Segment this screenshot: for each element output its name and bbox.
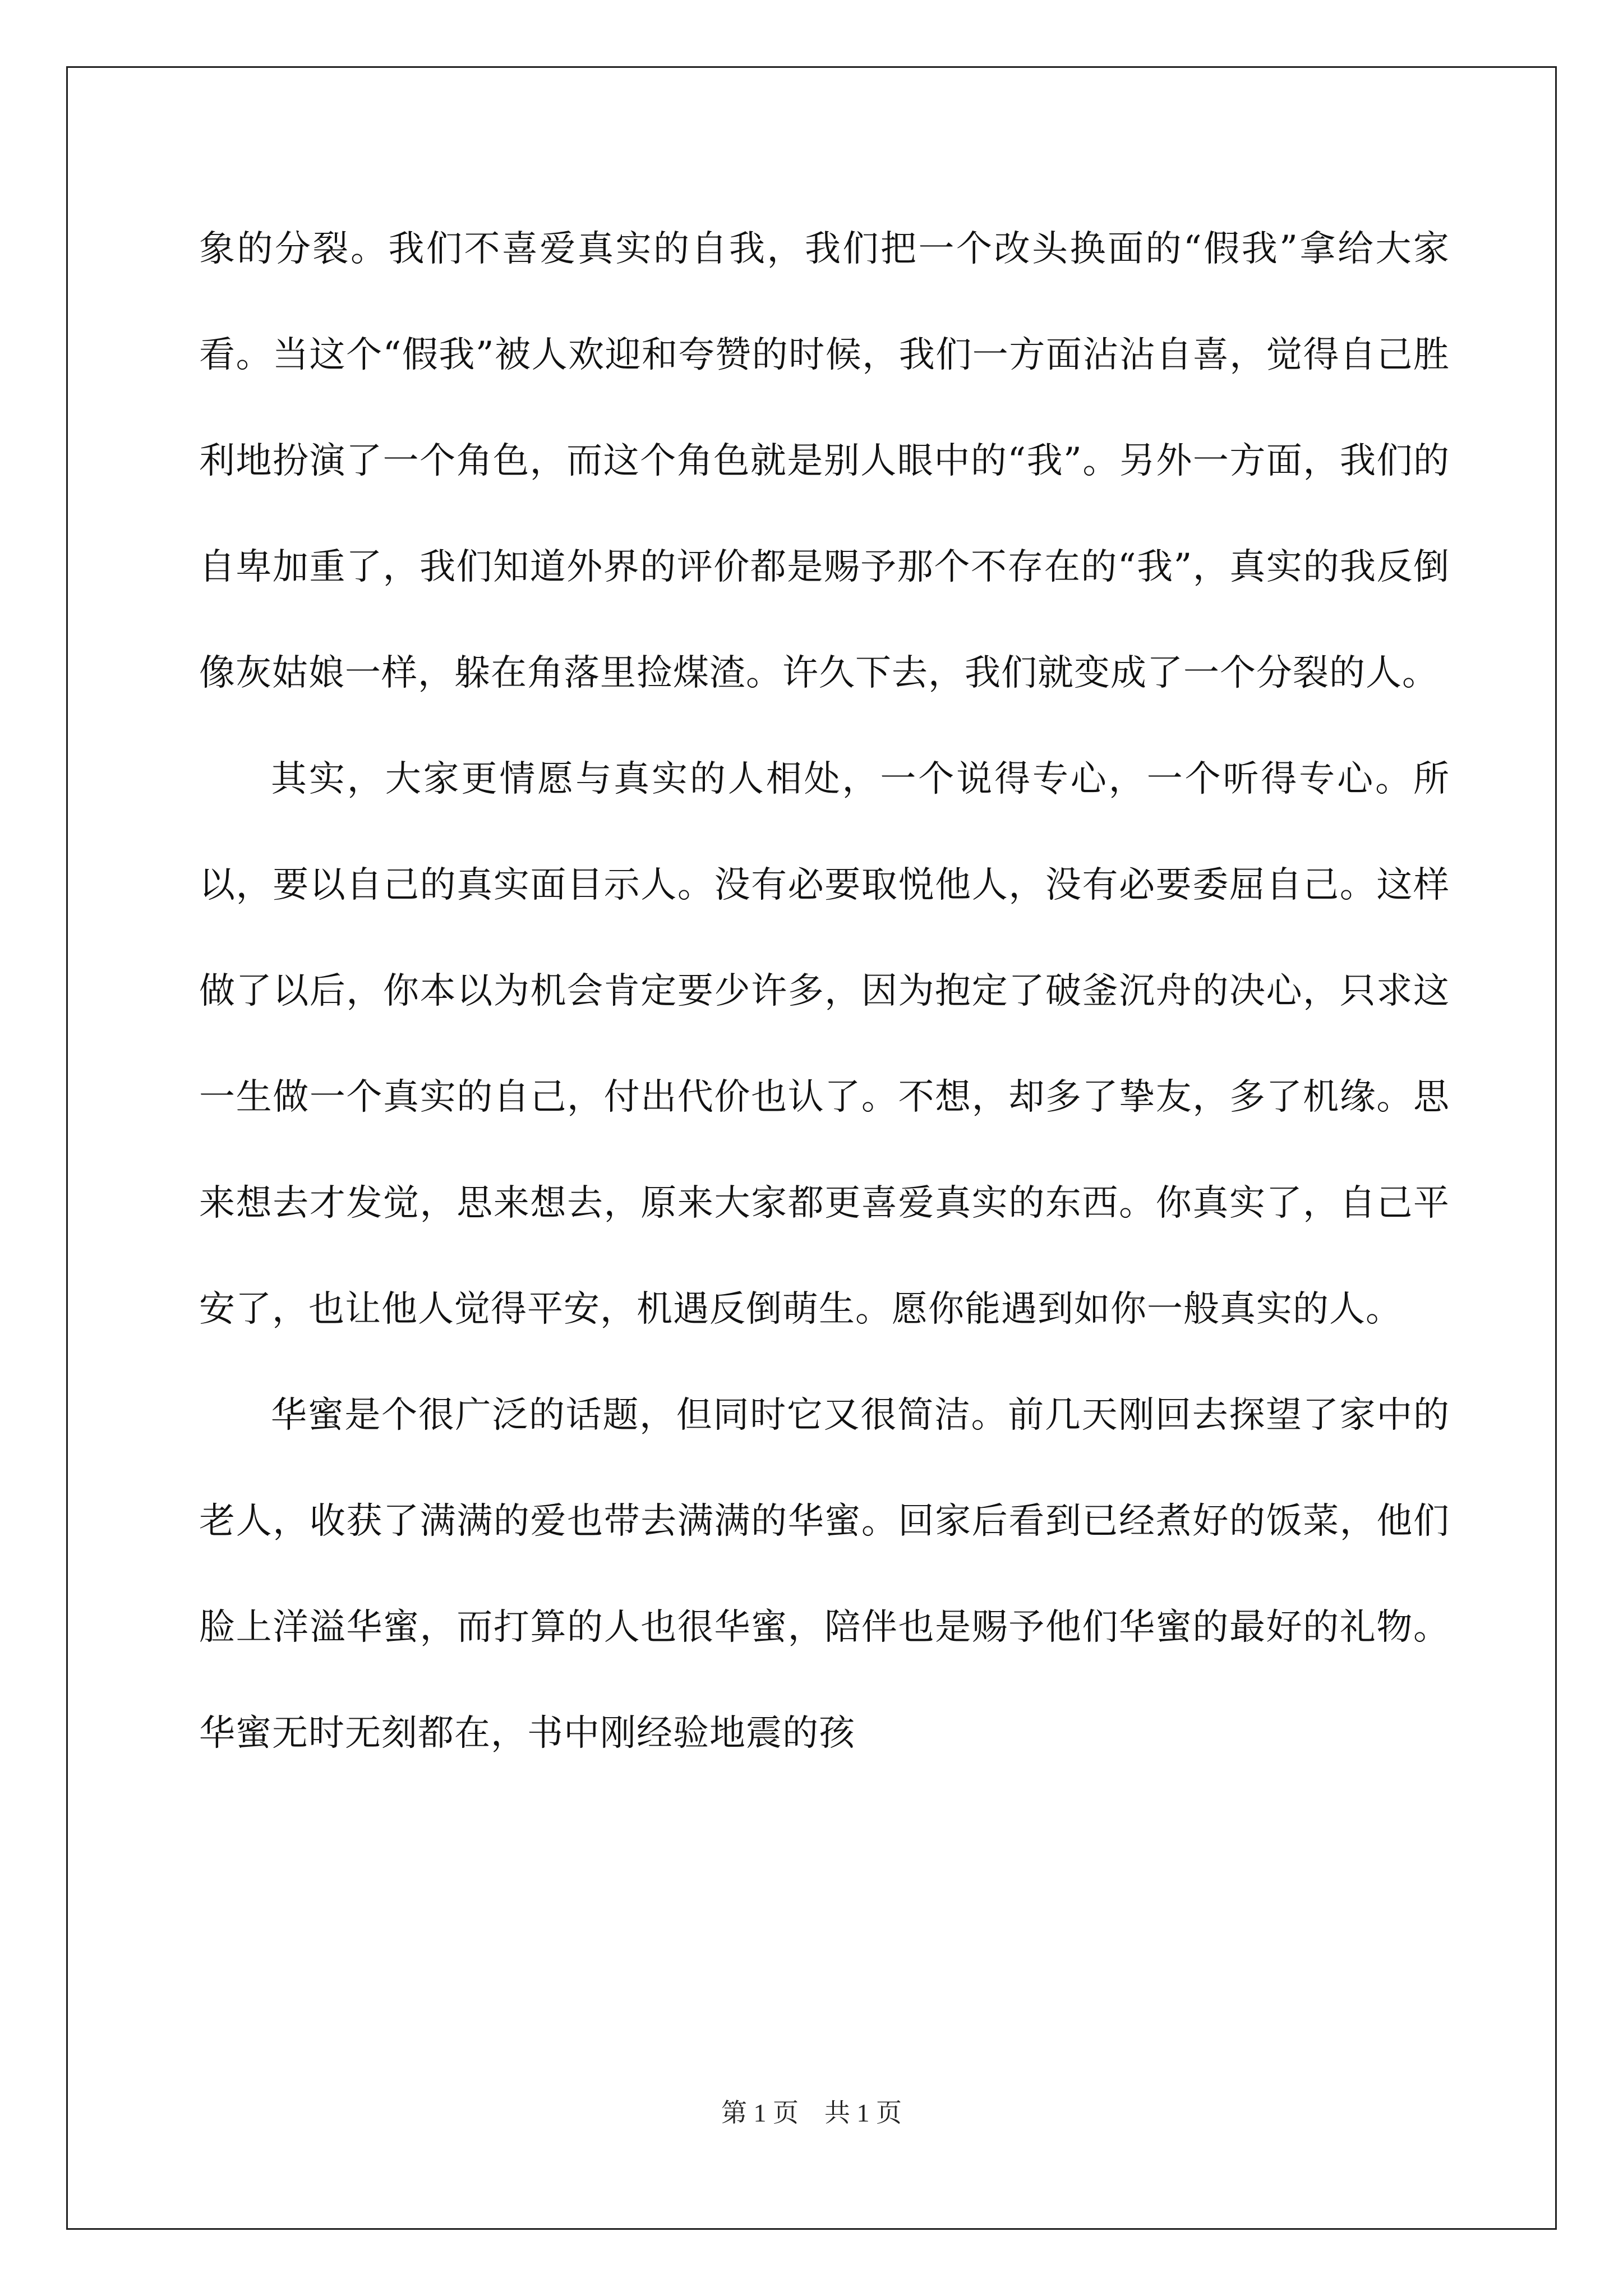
document-body — [199, 196, 1450, 1787]
paragraph-2: 其实，大家更情愿与真实的人相处，一个说得专心，一个听得专心。所以，要以自己的真实面目示人。没有必要取悦他人，没有必要委屈自己。这样做了以后，你本以为机会肯定要少许多，因为抱定了破釜沉舟的决心，只求这一生做一个真实的自己，付出代价也认了。不想，却多了挚友，多了机缘。思来想去才发觉，思来想去，原来大家都更喜爱真实的东西。你真实了，自己平安了，也让他人觉得平安，机遇反倒萌生。愿你能遇到如你一般真实的人。 — [199, 758, 1450, 1330]
paragraph-1: 象的分裂。我们不喜爱真实的自我，我们把一个改头换面的“假我”拿给大家看。当这个“假我”被人欢迎和夸赞的时候，我们一方面沾沾自喜，觉得自己胜利地扮演了一个角色，而这个角色就是别人眼中的“我”。另外一方面，我们的自卑加重了，我们知道外界的评价都是赐予那个不存在的“我”，真实的我反倒像灰姑娘一样，躲在角落里捡煤渣。许久下去，我们就变成了一个分裂的人。 — [199, 228, 1450, 694]
paragraph-3: 华蜜是个很广泛的话题，但同时它又很简洁。前几天刚回去探望了家中的老人，收获了满满的爱也带去满满的华蜜。回家后看到已经煮好的饭菜，他们脸上洋溢华蜜，而打算的人也很华蜜，陪伴也是赐予他们华蜜的最好的礼物。华蜜无时无刻都在，书中刚经验地震的孩 — [199, 1395, 1450, 1754]
page-footer: 第 1 页 共 1 页 — [721, 2099, 902, 2127]
